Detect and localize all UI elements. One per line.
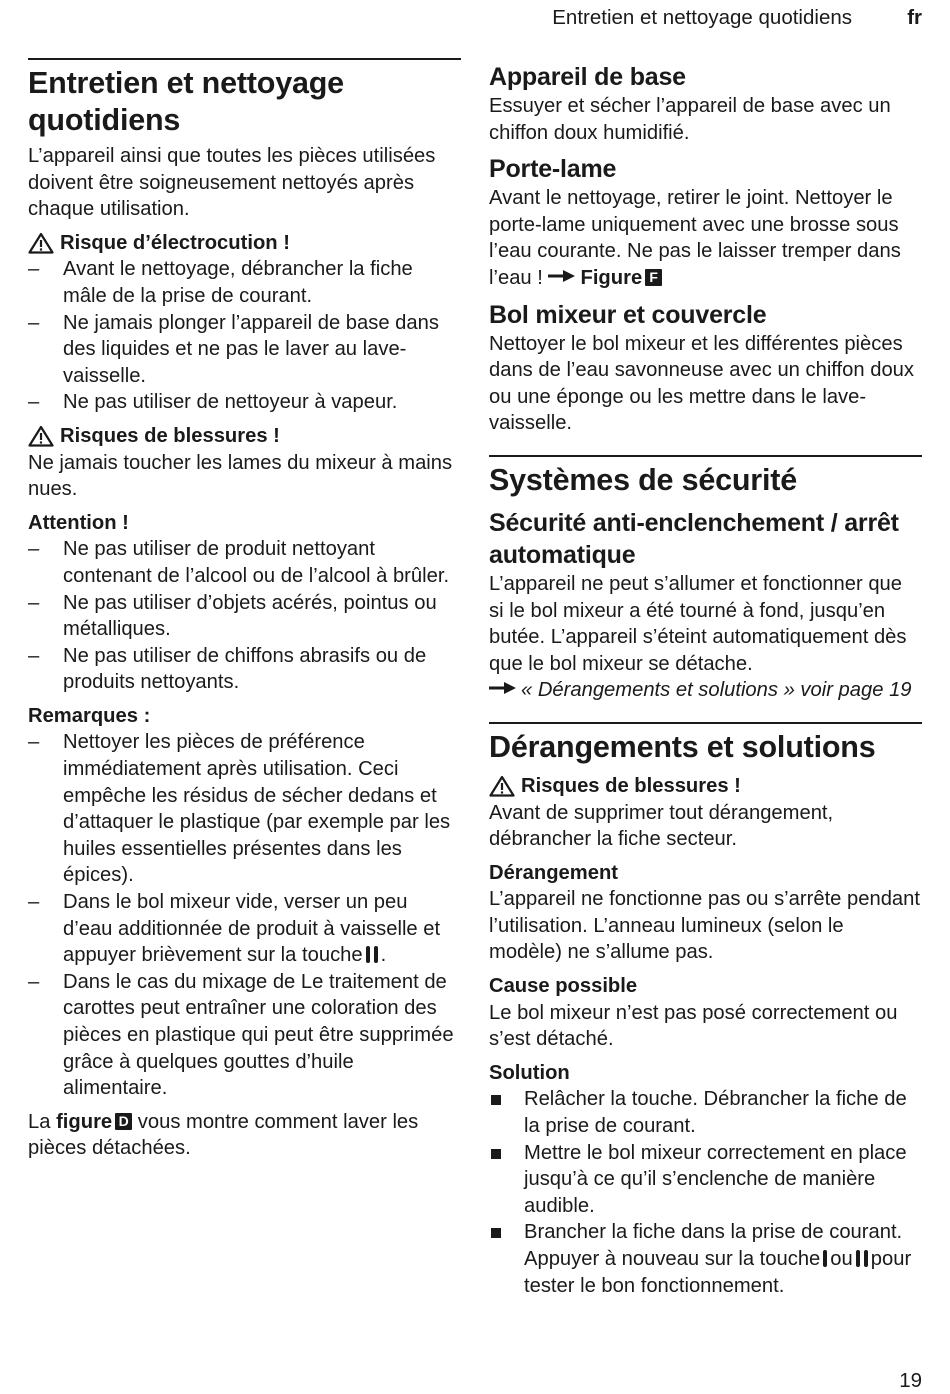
figure-word: figure bbox=[56, 1110, 113, 1133]
list-item bbox=[28, 889, 461, 969]
list-item bbox=[489, 1140, 922, 1220]
left-column bbox=[28, 56, 461, 1162]
attention-list bbox=[28, 536, 461, 696]
dash-bullet: – bbox=[28, 538, 40, 561]
square-bullet bbox=[491, 1095, 501, 1105]
safety-reference-text: « Dérangements et solutions » voir page 19 bbox=[521, 679, 912, 702]
list-item bbox=[28, 643, 461, 696]
list-item-text: Mettre le bol mixeur correctement en place jusqu’à ce qu’il s’enclenche de manière audible. bbox=[524, 1141, 907, 1217]
figure-word: Figure bbox=[580, 266, 643, 289]
solution-list bbox=[489, 1086, 922, 1299]
list-item-text: Brancher la fiche dans la prise de courant. Appuyer à nouveau sur la touche bbox=[524, 1221, 903, 1270]
list-item-text: Ne pas utiliser de nettoyeur à vapeur. bbox=[63, 391, 398, 414]
fault-text: L’appareil ne fonctionne pas ou s’arrête pendant l’utilisation. L’anneau lumineux (selon le modèle) ne s’allume pas. bbox=[489, 888, 920, 964]
warning-injury-title: Risques de blessures ! bbox=[60, 424, 280, 447]
heading-blade-holder: Porte-lame bbox=[489, 155, 617, 184]
warning-injury-text: Ne jamais toucher les lames du mixeur à mains nues. bbox=[28, 451, 453, 501]
list-item-text: Avant le nettoyage, débrancher la fiche mâle de la prise de courant. bbox=[63, 258, 413, 307]
heading-base-unit: Appareil de base bbox=[489, 63, 686, 91]
cause-label: Cause possible bbox=[489, 975, 638, 998]
blade-holder-text: Avant le nettoyage, retirer le joint. Nettoyer le porte-lame uniquement avec une brosse sous l’eau courante. Ne pas le laisser tremper dans l’eau ! bbox=[489, 187, 901, 289]
page-number: 19 bbox=[899, 1369, 922, 1392]
intro-paragraph: L’appareil ainsi que toutes les pièces utilisées doivent être soigneusement nettoyés après chaque utilisation. bbox=[28, 145, 436, 221]
bowl-lid-text: Nettoyer le bol mixeur et les différentes pièces dans de l’eau savonneuse avec un chiffon doux ou une éponge ou les mettre dans le lave-vaisselle. bbox=[489, 332, 915, 435]
section-heading-cleaning: Entretien et nettoyage quotidiens bbox=[28, 66, 344, 137]
dash-bullet: – bbox=[28, 311, 40, 334]
dash-bullet: – bbox=[28, 391, 40, 414]
list-item-text: Dans le bol mixeur vide, verser un peu d’eau additionnée de produit à vaisselle et appuyer brièvement sur la touche bbox=[63, 891, 441, 967]
attention-label: Attention ! bbox=[28, 511, 129, 534]
section-heading-troubleshooting: Dérangements et solutions bbox=[489, 729, 876, 764]
list-item-text: Relâcher la touche. Débrancher la fiche de la prise de courant. bbox=[524, 1088, 907, 1138]
list-item-text: Ne pas utiliser de chiffons abrasifs ou de produits nettoyants. bbox=[63, 644, 427, 694]
pulse-key-icon bbox=[856, 1248, 868, 1265]
list-item bbox=[28, 590, 461, 643]
list-item-text-end: . bbox=[380, 944, 387, 967]
electrocution-list bbox=[28, 256, 461, 416]
list-item bbox=[489, 1086, 922, 1139]
section-rule bbox=[28, 58, 461, 60]
warning-injury bbox=[28, 423, 461, 450]
square-bullet bbox=[491, 1149, 501, 1159]
figure-reference-paragraph bbox=[28, 1109, 461, 1162]
list-item-text: Ne jamais plonger l’appareil de base dans des liquides et ne pas le laver au lave-vaisselle. bbox=[63, 311, 439, 387]
on-key-icon bbox=[823, 1248, 827, 1265]
right-column bbox=[489, 56, 922, 1299]
list-item-text: Ne pas utiliser d’objets acérés, pointus ou métalliques. bbox=[63, 591, 437, 641]
figure-letter-badge: F bbox=[645, 269, 662, 286]
warning-injury-title: Risques de blessures ! bbox=[521, 774, 741, 797]
arrow-right-icon bbox=[489, 681, 517, 695]
running-header bbox=[0, 6, 950, 32]
dash-bullet: – bbox=[28, 258, 40, 281]
arrow-right-icon bbox=[548, 269, 576, 283]
blade-holder-paragraph bbox=[489, 185, 922, 291]
dash-bullet: – bbox=[28, 970, 40, 993]
remarks-list bbox=[28, 729, 461, 1101]
list-item bbox=[28, 389, 461, 416]
dash-bullet: – bbox=[28, 891, 40, 914]
language-code: fr bbox=[907, 6, 922, 29]
figure-pre-text: La bbox=[28, 1110, 51, 1133]
list-item bbox=[28, 256, 461, 309]
warning-injury bbox=[489, 773, 922, 800]
list-item-text: Ne pas utiliser de produit nettoyant contenant de l’alcool ou de l’alcool à brûler. bbox=[63, 538, 450, 587]
fault-label: Dérangement bbox=[489, 861, 619, 884]
cause-text: Le bol mixeur n’est pas posé correctement ou s’est détaché. bbox=[489, 1001, 898, 1051]
square-bullet bbox=[491, 1228, 501, 1238]
figure-post-text: vous montre comment laver les pièces détachées. bbox=[28, 1110, 419, 1160]
warning-electrocution-title: Risque d’électrocution ! bbox=[60, 231, 290, 254]
warning-electrocution bbox=[28, 230, 461, 257]
dash-bullet: – bbox=[28, 591, 40, 614]
warning-triangle-icon bbox=[489, 775, 515, 797]
warning-injury-text: Avant de supprimer tout dérangement, débrancher la fiche secteur. bbox=[489, 801, 834, 851]
remarks-label: Remarques : bbox=[28, 704, 151, 727]
heading-safety-lock: Sécurité anti-enclenchement / arrêt automatique bbox=[489, 508, 899, 569]
figure-letter-badge: D bbox=[115, 1113, 132, 1130]
list-item bbox=[28, 969, 461, 1102]
section-rule bbox=[489, 455, 922, 457]
list-item-text: Nettoyer les pièces de préférence immédiatement après utilisation. Ceci empêche les résidus de sécher dedans et d’attaquer le plastique (par exemple par les huiles essentielles présentes dans les épices). bbox=[63, 731, 451, 887]
dash-bullet: – bbox=[28, 731, 40, 754]
warning-triangle-icon bbox=[28, 425, 54, 447]
heading-bowl-lid: Bol mixeur et couvercle bbox=[489, 300, 767, 329]
base-unit-text: Essuyer et sécher l’appareil de base avec un chiffon doux humidifié. bbox=[489, 95, 891, 144]
pulse-key-icon bbox=[366, 944, 378, 961]
list-item-text: Dans le cas du mixage de Le traitement de carottes peut entraîner une coloration des pièces en plastique qui peut être supprimée grâce à quelques gouttes d’huile alimentaire. bbox=[63, 970, 454, 1100]
running-header-title: Entretien et nettoyage quotidiens bbox=[552, 6, 852, 29]
warning-triangle-icon bbox=[28, 232, 54, 254]
list-item bbox=[28, 729, 461, 889]
list-item bbox=[28, 310, 461, 390]
section-rule bbox=[489, 722, 922, 724]
safety-text: L’appareil ne peut s’allumer et fonctionner que si le bol mixeur a été tourné à fond, jusqu’en butée. L’appareil s’éteint automatiquement dès que le bol mixeur se détache. bbox=[489, 572, 907, 675]
section-heading-safety: Systèmes de sécurité bbox=[489, 462, 797, 497]
list-item bbox=[28, 536, 461, 589]
solution-label: Solution bbox=[489, 1061, 570, 1084]
list-item-text-or: ou bbox=[830, 1248, 853, 1270]
dash-bullet: – bbox=[28, 644, 40, 667]
list-item bbox=[489, 1219, 922, 1299]
list-item-text-end: pour tester le bon fonctionnement. bbox=[524, 1248, 912, 1297]
safety-reference bbox=[489, 677, 922, 704]
